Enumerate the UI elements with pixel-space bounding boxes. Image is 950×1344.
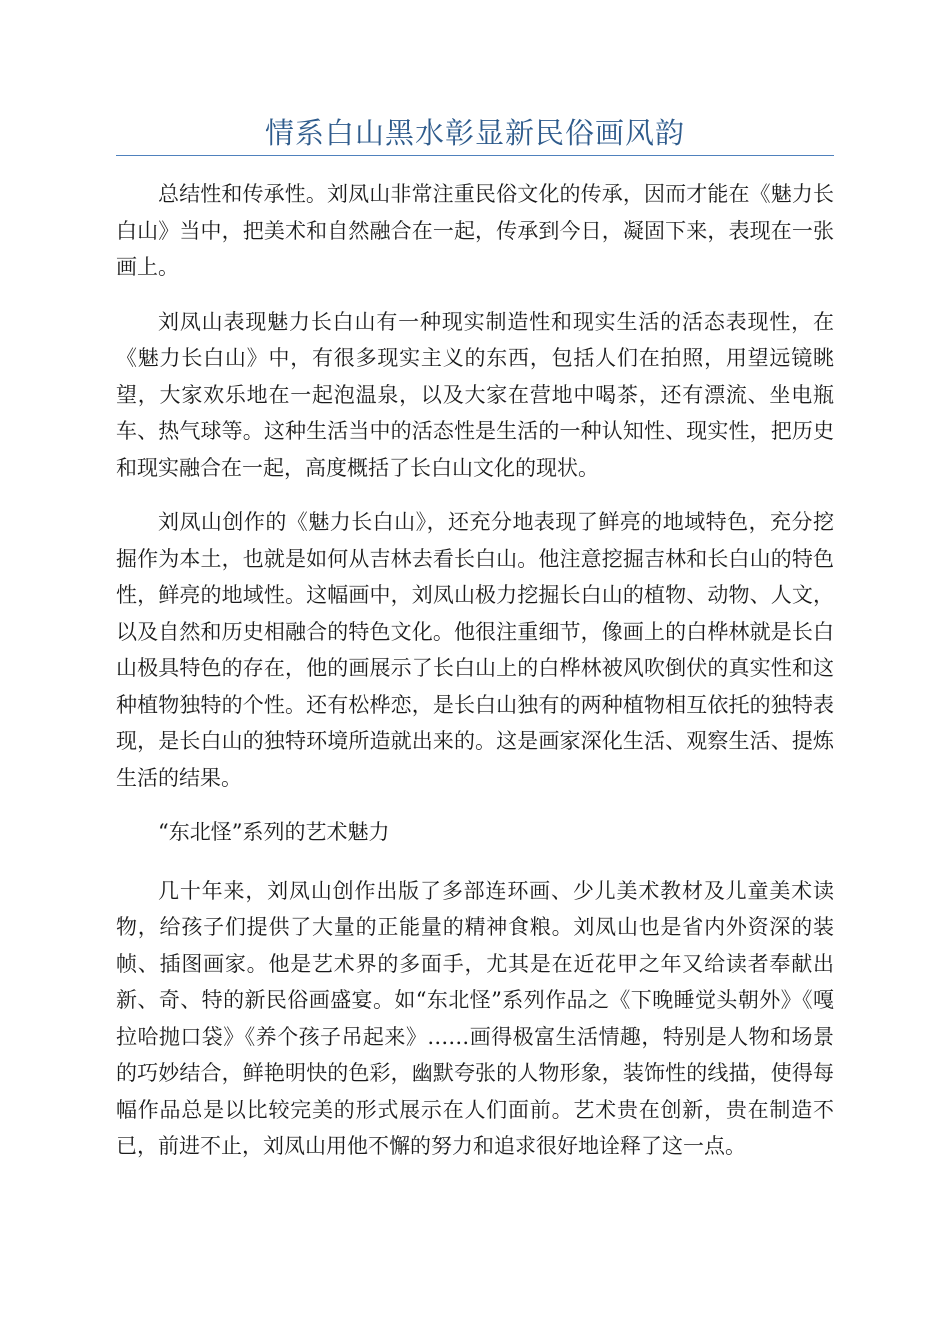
title-underline-divider — [116, 155, 834, 156]
paragraph-2: 刘凤山表现魅力长白山有一种现实制造性和现实生活的活态表现性，在《魅力长白山》中，有很多现实主义的东西，包括人们在拍照，用望远镜眺望，大家欢乐地在一起泡温泉，以及大家在营地中喝茶，还有漂流、坐电瓶车、热气球等。这种生活当中的活态性是生活的一种认知性、现实性，把历史和现实融合在一起，高度概括了长白山文化的现状。 — [116, 309, 834, 480]
page-title: 情系白山黑水彰显新民俗画风韵 — [264, 116, 685, 150]
paragraph-1: 总结性和传承性。刘凤山非常注重民俗文化的传承，因而才能在《魅力长白山》当中，把美术和自然融合在一起，传承到今日，凝固下来，表现在一张画上。 — [116, 182, 834, 279]
article-body — [116, 176, 834, 1183]
paragraph-3: 刘凤山创作的《魅力长白山》，还充分地表现了鲜亮的地域特色，充分挖掘作为本土，也就是如何从吉林去看长白山。他注意挖掘吉林和长白山的特色性，鲜亮的地域性。这幅画中，刘凤山极力挖掘长白山的植物、动物、人文，以及自然和历史相融合的特色文化。他很注重细节，像画上的白桦林就是长白山极具特色的存在，他的画展示了长白山上的白桦林被风吹倒伏的真实性和这种植物独特的个性。还有松桦恋，是长白山独有的两种植物相互依托的独特表现，是长白山的独特环境所造就出来的。这是画家深化生活、观察生活、提炼生活的结果。 — [116, 510, 834, 790]
section-subheading: “东北怪”系列的艺术魅力 — [158, 820, 390, 844]
paragraph-4: 几十年来，刘凤山创作出版了多部连环画、少儿美术教材及儿童美术读物，给孩子们提供了大量的正能量的精神食粮。刘凤山也是省内外资深的装帧、插图画家。他是艺术界的多面手，尤其是在近花甲之年又给读者奉献出新、奇、特的新民俗画盛宴。如“东北怪”系列作品之《下晚睡觉头朝外》《嘎拉哈抛口袋》《养个孩子吊起来》……画得极富生活情趣，特别是人物和场景的巧妙结合，鲜艳明快的色彩，幽默夸张的人物形象，装饰性的线描，使得每幅作品总是以比较完美的形式展示在人们面前。艺术贵在创新，贵在制造不已，前进不止，刘凤山用他不懈的努力和追求很好地诠释了这一点。 — [116, 878, 834, 1158]
